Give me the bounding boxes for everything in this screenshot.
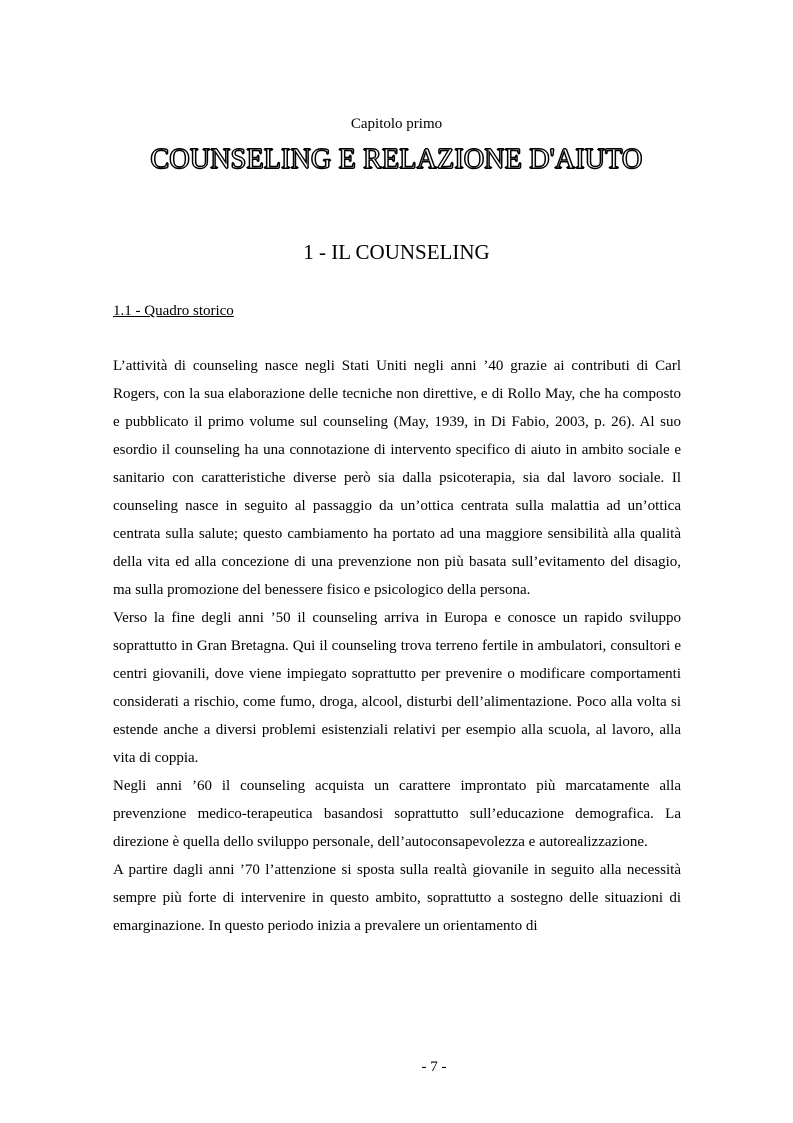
subsection-title: 1.1 - Quadro storico xyxy=(113,303,234,319)
paragraph: A partire dagli anni ’70 l’attenzione si sposta sulla realtà giovanile in seguito alla necessità sempre più forte di intervenire in questo ambito, soprattutto a sostegno delle situazioni di emarginazione. In questo periodo inizia a prevalere un orientamento di xyxy=(113,862,681,934)
section-title: 1 - IL COUNSELING xyxy=(303,240,490,264)
chapter-title: COUNSELING E RELAZIONE D'AIUTO xyxy=(150,144,643,175)
page-number: - 7 - xyxy=(421,1059,447,1075)
body-text xyxy=(113,352,681,940)
paragraph: Verso la fine degli anni ’50 il counseling arriva in Europa e conosce un rapido sviluppo soprattutto in Gran Bretagna. Qui il counseling trova terreno fertile in ambulatori, consultori e centri giovanili, dove viene impiegato soprattutto per prevenire o modificare comportamenti considerati a rischio, come fumo, droga, alcool, disturbi dell’alimentazione. Poco alla volta si estende anche a diversi problemi esistenziali relativi per esempio alla scuola, al lavoro, alla vita di coppia. xyxy=(113,610,681,766)
paragraph: Negli anni ’60 il counseling acquista un carattere improntato più marcatamente alla prevenzione medico-terapeutica basandosi soprattutto sull’educazione demografica. La direzione è quella dello sviluppo personale, dell’autoconsapevolezza e autorealizzazione. xyxy=(113,778,681,850)
chapter-label: Capitolo primo xyxy=(350,116,443,132)
paragraph: L’attività di counseling nasce negli Stati Uniti negli anni ’40 grazie ai contributi di Carl Rogers, con la sua elaborazione delle tecniche non direttive, e di Rollo May, che ha composto e pubblicato il primo volume sul counseling (May, 1939, in Di Fabio, 2003, p. 26). Al suo esordio il counseling ha una connotazione di intervento specifico di aiuto in ambito sociale e sanitario con caratteristiche diverse però sia dalla psicoterapia, sia dal lavoro sociale. Il counseling nasce in seguito al passaggio da un’ottica centrata sulla malattia ad un’ottica centrata sulla salute; questo cambiamento ha portato ad una maggiore sensibilità alla qualità della vita ed alla concezione di una prevenzione non più basata sull’evitamento del disagio, ma sulla promozione del benessere fisico e psicologico della persona. xyxy=(113,358,681,598)
